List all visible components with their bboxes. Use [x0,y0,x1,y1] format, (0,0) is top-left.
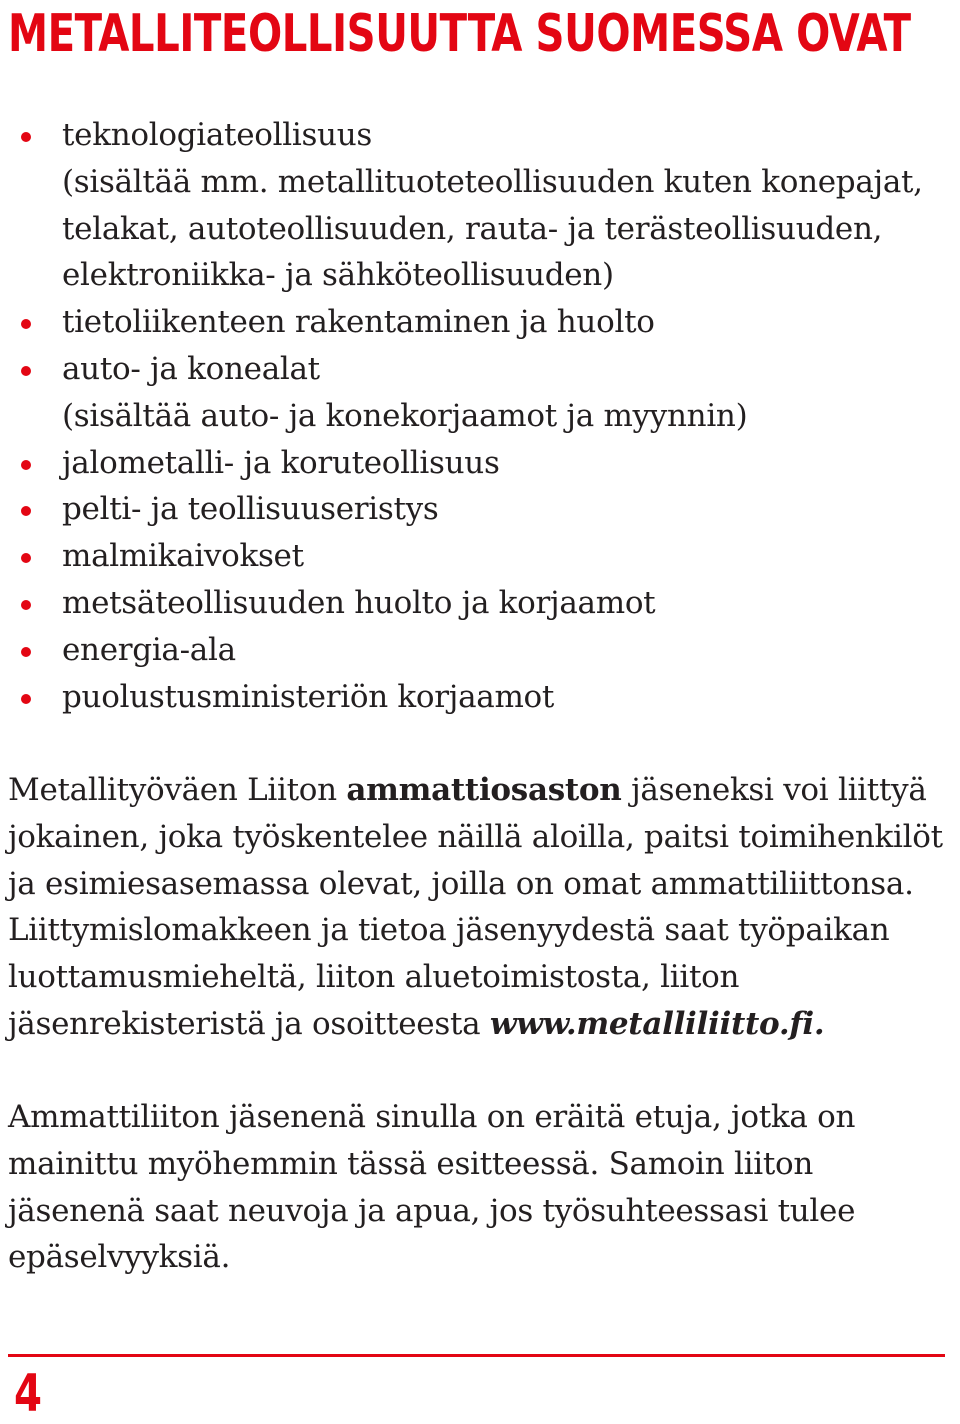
list-item-text: tietoliikenteen rakentaminen ja huolto [62,304,655,341]
list-item [0,440,940,487]
list-item-text: metsäteollisuuden huolto ja korjaamot [62,584,656,621]
website-link[interactable]: www.metalliliitto.fi. [489,1005,825,1042]
emphasis-text: ammattiosaston [346,772,622,808]
list-item-text: malmikaivokset [62,538,304,575]
bullet-icon [21,553,31,563]
list-item-text: (sisältää mm. metallituoteteollisuuden kuten konepajat, [62,163,923,200]
bullet-icon [21,600,31,610]
list-item-text: puolustusministeriön korjaamot [62,678,555,715]
list-item-text: elektroniikka- ja sähköteollisuuden) [62,257,614,294]
bullet-icon [21,460,31,470]
bullet-icon [21,647,31,657]
footer-divider [8,1354,945,1357]
bullet-icon [21,132,31,142]
list-item-text: auto- ja konealat [62,350,320,387]
bullet-icon [21,694,31,704]
list-item [0,486,940,533]
list-item [0,674,940,721]
list-item-text: (sisältää auto- ja konekorjaamot ja myynnin) [62,397,748,434]
list-item-text: jalometalli- ja koruteollisuus [62,444,500,481]
list-item [0,627,940,674]
list-item-text: telakat, autoteollisuuden, rauta- ja terästeollisuuden, [62,210,883,247]
list-item [0,299,940,346]
list-item [0,346,940,440]
list-item [0,533,940,580]
industry-list [0,112,940,720]
page-heading: METALLITEOLLISUUTTA SUOMESSA OVAT [8,4,911,64]
list-item-text: pelti- ja teollisuuseristys [62,491,439,528]
paragraph-text: jäseneksi voi liittyä jokainen, joka työskentelee näillä aloilla, paitsi toimihenkilöt ja esimiesasemassa olevat, joilla on omat ammattiliittonsa. Liittymislomakkeen ja tietoa jäsenyydestä saat työpaikan luottamusmieheltä, liiton aluetoimistosta, liiton jäsenrekisteristä ja osoitteesta [8,772,943,1042]
page-number: 4 [14,1364,43,1424]
paragraph-text: Metallityöväen Liiton [8,772,347,808]
list-item [0,112,940,299]
list-item [0,580,940,627]
membership-paragraph [8,767,943,1048]
benefits-paragraph: Ammattiliiton jäsenenä sinulla on eräitä etuja, jotka on mainittu myöhemmin tässä esitteessä. Samoin liiton jäsenenä saat neuvoja ja apua, jos työsuhteessasi tulee epäselvyyksiä. [8,1099,856,1276]
bullet-icon [21,366,31,376]
list-item-text: teknologiateollisuus [62,117,372,153]
bullet-icon [21,319,31,329]
bullet-icon [21,506,31,516]
list-item-text: energia-ala [62,631,236,668]
